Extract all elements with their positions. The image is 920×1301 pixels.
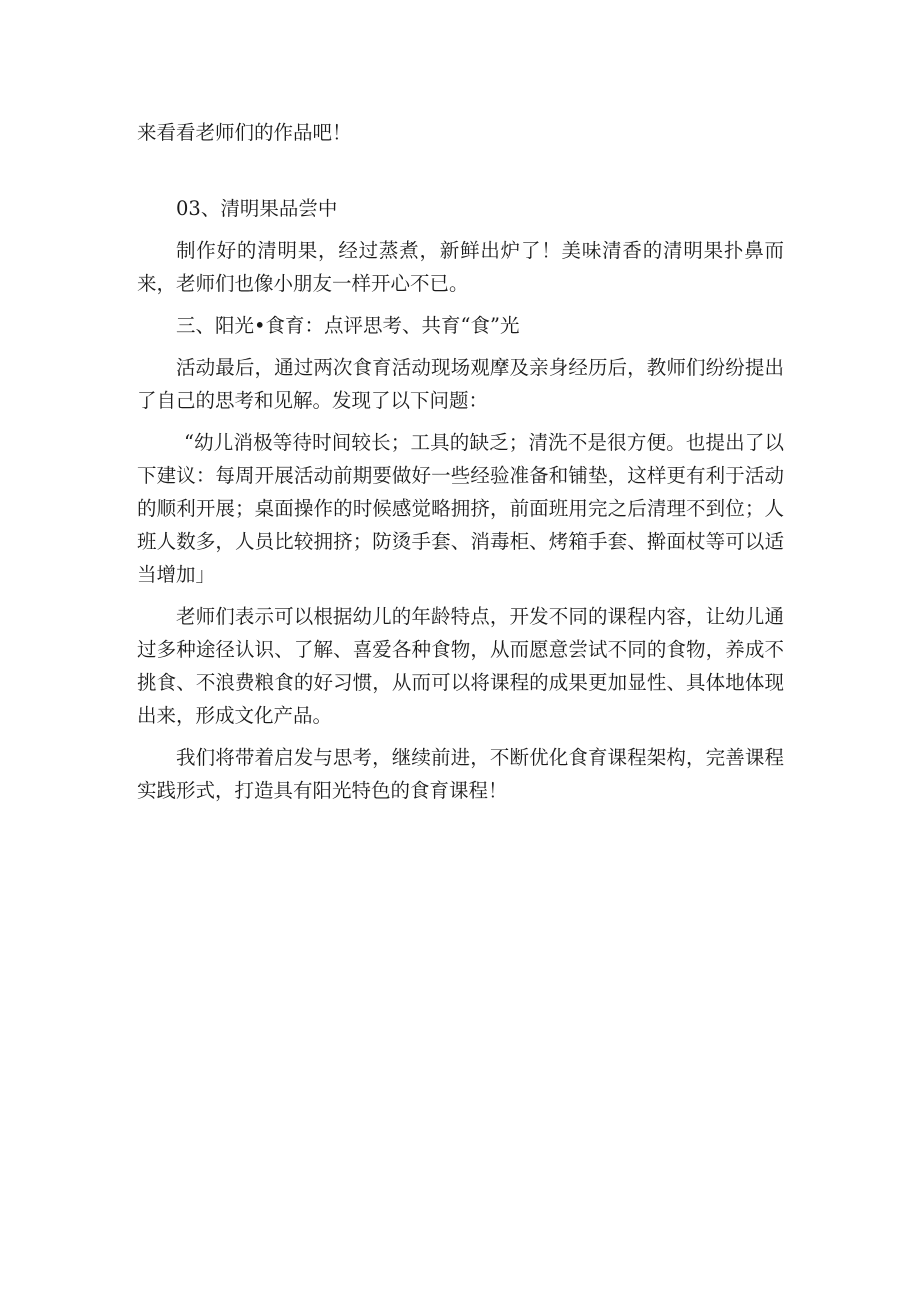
tasting-paragraph: 制作好的清明果，经过蒸煮，新鲜出炉了！美味清香的清明果扑鼻而来，老师们也像小朋友一样开心不已。	[137, 239, 784, 295]
teachers-summary-paragraph: 老师们表示可以根据幼儿的年龄特点，开发不同的课程内容，让幼儿通过多种途径认识、了解、喜爱各种食物，从而愿意尝试不同的食物，养成不挑食、不浪费粮食的好习惯，从而可以将课程的成果更加显性、具体地体现出来，形成文化产品。	[137, 605, 784, 727]
intro-paragraph: 来看看老师们的作品吧！	[137, 121, 352, 144]
feedback-quote-paragraph: “幼儿消极等待时间较长；工具的缺乏；清洗不是很方便。也提出了以下建议：每周开展活动前期要做好一些经验准备和铺垫，这样更有利于活动的顺利开展；桌面操作的时候感觉略拥挤，前面班用完之后清理不到位；人班人数多，人员比较拥挤；防烫手套、消毒柜、烤箱手套、擀面杖等可以适当增加」	[137, 431, 784, 586]
document-body	[137, 116, 784, 816]
section-heading-tasting: 03、清明果品尝中	[176, 197, 338, 220]
review-paragraph: 活动最后，通过两次食育活动现场观摩及亲身经历后，教师们纷纷提出了自己的思考和见解。发现了以下问题：	[137, 356, 784, 412]
section-heading-review: 三、阳光•食育：点评思考、共育“食”光	[176, 314, 520, 337]
closing-paragraph: 我们将带着启发与思考，继续前进，不断优化食育课程架构，完善课程实践形式，打造具有阳光特色的食育课程！	[137, 746, 784, 802]
